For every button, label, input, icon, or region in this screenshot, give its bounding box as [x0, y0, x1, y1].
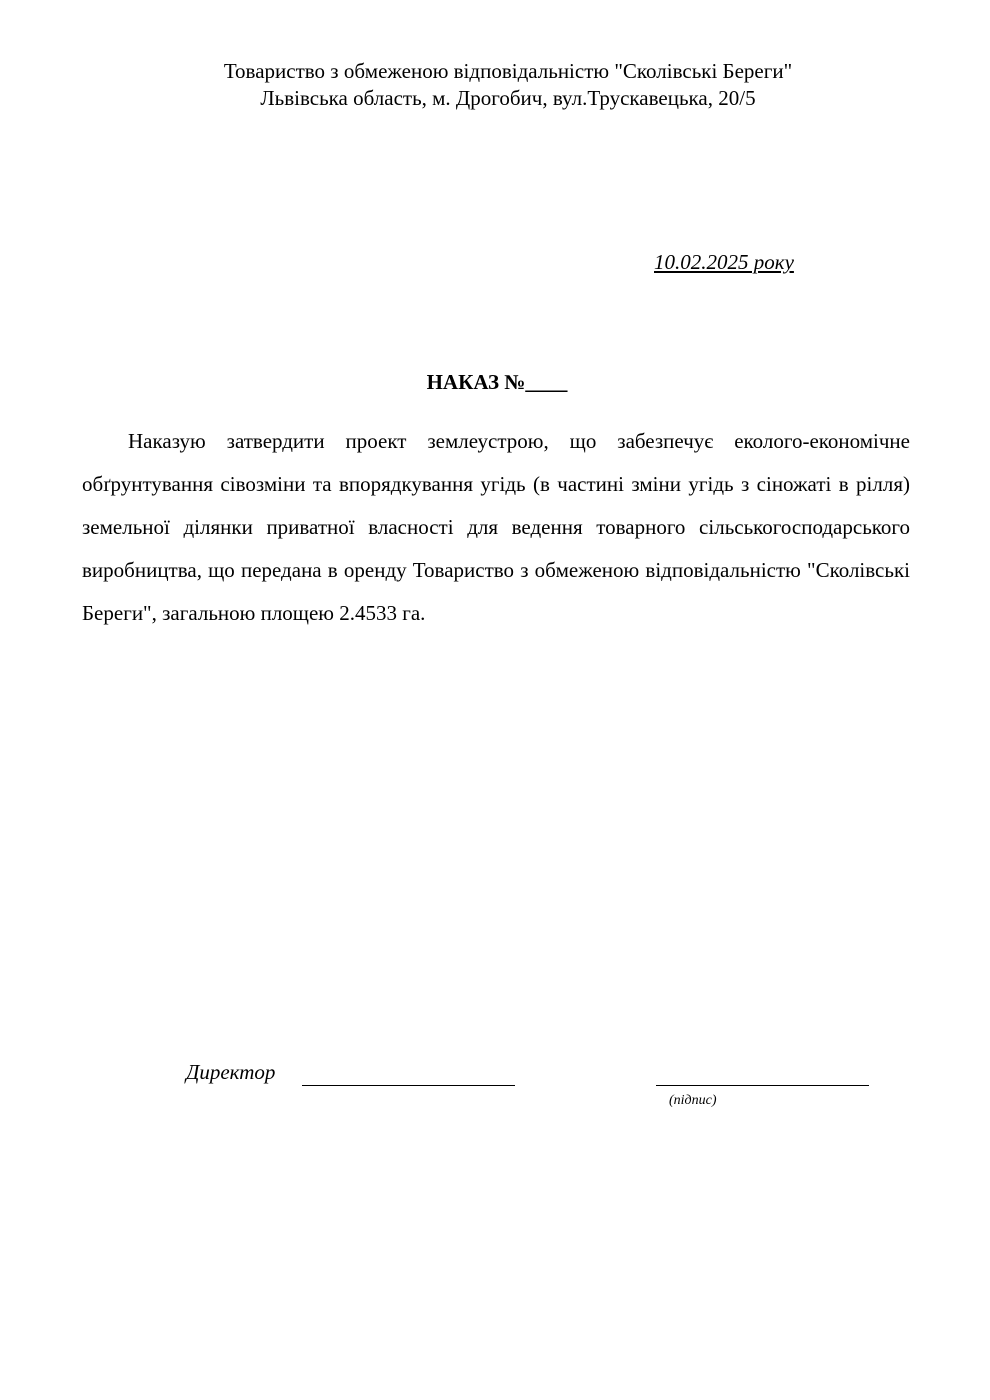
name-line	[302, 1085, 515, 1086]
company-address: Львівська область, м. Дрогобич, вул.Трускавецька, 20/5	[260, 86, 756, 110]
order-body: Наказую затвердити проект землеустрою, що забезпечує еколого-економічне обґрунтування сівозміни та впорядкування угідь (в частині зміни угідь з сіножаті в рілля) земельної ділянки приватної власності для ведення товарного сільськогосподарського виробництва, що передана в оренду Товариство з обмеженою відповідальністю "Сколівські Береги", загальною площею 2.4533 га.	[82, 429, 910, 625]
signature-line	[656, 1085, 869, 1086]
signatory-role: Директор	[186, 1060, 276, 1084]
document-header	[0, 58, 990, 112]
signature-caption: (підпис)	[669, 1093, 717, 1108]
company-name: Товариство з обмеженою відповідальністю "Сколівські Береги"	[223, 59, 793, 83]
document-title: НАКАЗ №____	[426, 370, 568, 394]
document-date: 10.02.2025 року	[654, 250, 794, 274]
signature-block	[186, 1060, 275, 1085]
